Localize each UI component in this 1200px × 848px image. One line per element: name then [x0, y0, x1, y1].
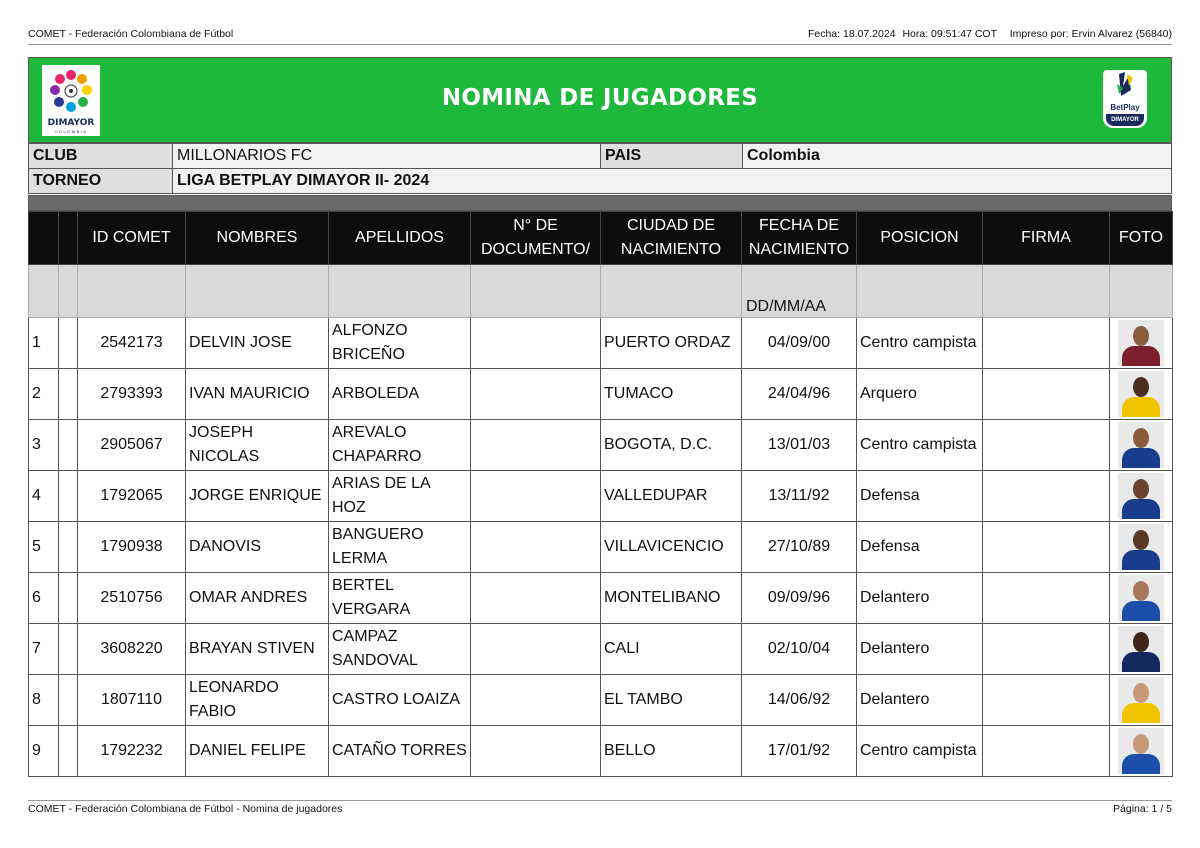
player-posicion: Centro campista: [857, 420, 983, 471]
table-row: [29, 675, 1173, 726]
row-number: 6: [29, 573, 59, 624]
player-id: 2905067: [78, 420, 186, 471]
player-apellidos: ARBOLEDA: [329, 369, 471, 420]
player-posicion: Delantero: [857, 675, 983, 726]
player-id: 1792065: [78, 471, 186, 522]
player-nombres: LEONARDO FABIO: [186, 675, 329, 726]
dimayor-logo-subtext: COLOMBIA: [54, 129, 88, 134]
torneo-row: [29, 169, 1172, 194]
row-blank: [59, 369, 78, 420]
player-nombres: DELVIN JOSE: [186, 318, 329, 369]
club-row: [29, 144, 1172, 169]
player-nombres: JORGE ENRIQUE: [186, 471, 329, 522]
player-nombres: DANOVIS: [186, 522, 329, 573]
player-foto: [1110, 369, 1173, 420]
betplay-logo-text: BetPlay: [1110, 103, 1140, 112]
player-firma: [983, 624, 1110, 675]
player-foto: [1110, 420, 1173, 471]
col-foto: FOTO: [1110, 212, 1173, 265]
player-firma: [983, 471, 1110, 522]
player-ciudad: CALI: [601, 624, 742, 675]
player-ciudad: TUMACO: [601, 369, 742, 420]
player-firma: [983, 573, 1110, 624]
page-number: Página: 1 / 5: [1113, 803, 1172, 815]
player-posicion: Delantero: [857, 573, 983, 624]
betplay-logo-subtext: DIMAYOR: [1106, 114, 1144, 126]
player-foto: [1110, 318, 1173, 369]
pais-label: PAIS: [601, 144, 743, 169]
player-foto: [1110, 624, 1173, 675]
player-fecha: 24/04/96: [742, 369, 857, 420]
player-foto: [1110, 471, 1173, 522]
header-date: Fecha: 18.07.2024: [807, 28, 896, 40]
player-fecha: 13/01/03: [742, 420, 857, 471]
row-number: 4: [29, 471, 59, 522]
player-fecha: 02/10/04: [742, 624, 857, 675]
table-row: [29, 369, 1173, 420]
player-documento: [471, 369, 601, 420]
col-apellidos: APELLIDOS: [329, 212, 471, 265]
table-row: [29, 726, 1173, 777]
player-photo: [1118, 575, 1164, 621]
player-foto: [1110, 675, 1173, 726]
player-documento: [471, 726, 601, 777]
player-nombres: IVAN MAURICIO: [186, 369, 329, 420]
row-blank: [59, 522, 78, 573]
dimayor-logo-text: DIMAYOR: [47, 118, 95, 128]
player-ciudad: EL TAMBO: [601, 675, 742, 726]
header-meta: [804, 28, 1172, 40]
row-number: 1: [29, 318, 59, 369]
header-printed-by: Impreso por: Ervin Alvarez (56840): [1009, 28, 1172, 40]
format-row: [29, 265, 1173, 318]
player-foto: [1110, 522, 1173, 573]
player-apellidos: BERTEL VERGARA: [329, 573, 471, 624]
player-fecha: 04/09/00: [742, 318, 857, 369]
print-header: [28, 28, 1172, 44]
footer-title: COMET - Federación Colombiana de Fútbol - Nomina de jugadores: [28, 803, 343, 815]
player-firma: [983, 726, 1110, 777]
table-row: [29, 624, 1173, 675]
row-number: 5: [29, 522, 59, 573]
player-apellidos: BANGUERO LERMA: [329, 522, 471, 573]
player-posicion: Arquero: [857, 369, 983, 420]
col-posicion: POSICION: [857, 212, 983, 265]
player-id: 1790938: [78, 522, 186, 573]
table-row: [29, 318, 1173, 369]
row-blank: [59, 420, 78, 471]
column-headers: [29, 212, 1173, 265]
player-id: 1792232: [78, 726, 186, 777]
player-documento: [471, 573, 601, 624]
player-foto: [1110, 573, 1173, 624]
torneo-value: LIGA BETPLAY DIMAYOR II- 2024: [173, 169, 1172, 194]
player-id: 2542173: [78, 318, 186, 369]
player-apellidos: ALFONZO BRICEÑO: [329, 318, 471, 369]
player-nombres: DANIEL FELIPE: [186, 726, 329, 777]
date-format-hint: DD/MM/AA: [742, 265, 857, 318]
player-documento: [471, 318, 601, 369]
player-posicion: Defensa: [857, 471, 983, 522]
col-id-comet: ID COMET: [78, 212, 186, 265]
player-ciudad: VALLEDUPAR: [601, 471, 742, 522]
player-firma: [983, 369, 1110, 420]
player-apellidos: CAMPAZ SANDOVAL: [329, 624, 471, 675]
row-blank: [59, 573, 78, 624]
player-ciudad: MONTELIBANO: [601, 573, 742, 624]
row-blank: [59, 675, 78, 726]
row-number: 3: [29, 420, 59, 471]
player-foto: [1110, 726, 1173, 777]
row-number: 8: [29, 675, 59, 726]
club-label: CLUB: [29, 144, 173, 169]
col-nombres: NOMBRES: [186, 212, 329, 265]
player-documento: [471, 675, 601, 726]
footer-divider: [28, 800, 1172, 801]
player-id: 2793393: [78, 369, 186, 420]
player-firma: [983, 675, 1110, 726]
header-org: COMET - Federación Colombiana de Fútbol: [28, 28, 234, 40]
player-firma: [983, 318, 1110, 369]
player-posicion: Centro campista: [857, 726, 983, 777]
row-blank: [59, 624, 78, 675]
player-fecha: 17/01/92: [742, 726, 857, 777]
col-documento: N° DE DOCUMENTO/: [471, 212, 601, 265]
torneo-label: TORNEO: [29, 169, 173, 194]
player-nombres: OMAR ANDRES: [186, 573, 329, 624]
player-posicion: Delantero: [857, 624, 983, 675]
player-apellidos: ARIAS DE LA HOZ: [329, 471, 471, 522]
player-fecha: 27/10/89: [742, 522, 857, 573]
player-nombres: BRAYAN STIVEN: [186, 624, 329, 675]
separator-bar: [28, 195, 1172, 211]
pais-value: Colombia: [743, 144, 1172, 169]
player-ciudad: VILLAVICENCIO: [601, 522, 742, 573]
player-documento: [471, 471, 601, 522]
col-index: [29, 212, 59, 265]
col-blank: [59, 212, 78, 265]
row-blank: [59, 318, 78, 369]
player-ciudad: PUERTO ORDAZ: [601, 318, 742, 369]
player-ciudad: BELLO: [601, 726, 742, 777]
player-apellidos: CASTRO LOAIZA: [329, 675, 471, 726]
club-info-table: [28, 143, 1172, 194]
row-blank: [59, 471, 78, 522]
player-documento: [471, 420, 601, 471]
table-row: [29, 573, 1173, 624]
table-row: [29, 471, 1173, 522]
title-banner: [28, 57, 1172, 143]
player-id: 2510756: [78, 573, 186, 624]
betplay-logo: [1103, 70, 1147, 128]
player-documento: [471, 624, 601, 675]
player-photo: [1118, 626, 1164, 672]
player-apellidos: AREVALO CHAPARRO: [329, 420, 471, 471]
player-photo: [1118, 473, 1164, 519]
player-fecha: 09/09/96: [742, 573, 857, 624]
player-posicion: Defensa: [857, 522, 983, 573]
header-time: Hora: 09:51:47 COT: [902, 28, 997, 40]
col-firma: FIRMA: [983, 212, 1110, 265]
player-nombres: JOSEPH NICOLAS: [186, 420, 329, 471]
player-fecha: 14/06/92: [742, 675, 857, 726]
header-divider: [28, 44, 1172, 45]
betplay-trophy-icon: [1103, 70, 1147, 102]
player-photo: [1118, 320, 1164, 366]
player-fecha: 13/11/92: [742, 471, 857, 522]
player-documento: [471, 522, 601, 573]
page-title: NOMINA DE JUGADORES: [441, 85, 759, 111]
player-ciudad: BOGOTA, D.C.: [601, 420, 742, 471]
player-photo: [1118, 422, 1164, 468]
player-photo: [1118, 524, 1164, 570]
player-id: 1807110: [78, 675, 186, 726]
player-firma: [983, 420, 1110, 471]
col-ciudad: CIUDAD DE NACIMIENTO: [601, 212, 742, 265]
row-number: 2: [29, 369, 59, 420]
player-apellidos: CATAÑO TORRES: [329, 726, 471, 777]
table-row: [29, 522, 1173, 573]
player-photo: [1118, 371, 1164, 417]
col-fecha: FECHA DE NACIMIENTO: [742, 212, 857, 265]
player-photo: [1118, 677, 1164, 723]
player-photo: [1118, 728, 1164, 774]
row-number: 7: [29, 624, 59, 675]
player-id: 3608220: [78, 624, 186, 675]
player-firma: [983, 522, 1110, 573]
table-row: [29, 420, 1173, 471]
row-blank: [59, 726, 78, 777]
club-value: MILLONARIOS FC: [173, 144, 601, 169]
row-number: 9: [29, 726, 59, 777]
players-table: [28, 211, 1173, 777]
player-posicion: Centro campista: [857, 318, 983, 369]
